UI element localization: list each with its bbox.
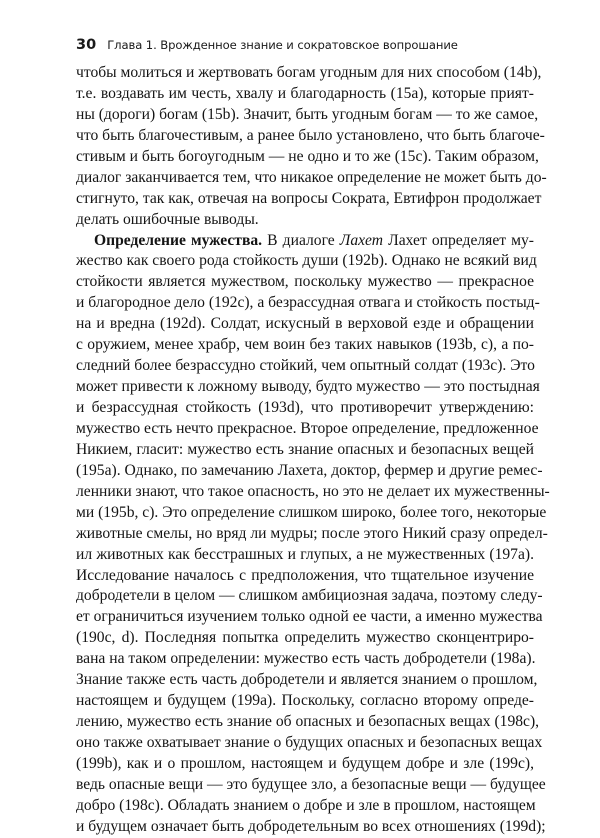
text-line: (199b), как и о прошлом, настоящем и будущем добре и зле (199с), <box>76 754 534 772</box>
text-line: ет ограничиться изучением только одной ее части, а именно мужества <box>76 608 543 626</box>
text-line: и будущем означает быть добродетельным во всех отношениях (199d); <box>76 817 546 835</box>
text-line: стойкости является мужеством, поскольку мужество — прекрасное <box>76 273 534 291</box>
text-line: добро (198с). Обладать знанием о добре и зле в прошлом, настоящем <box>76 796 536 814</box>
text-line: и безрассудная стойкость (193d), что противоречит утверждению: <box>76 399 534 416</box>
text-span: Лахет определяет му- <box>383 231 534 249</box>
running-head <box>76 37 458 55</box>
text-line: вана на таком определении: мужество есть часть добродетели (198а). <box>76 650 536 668</box>
text-line: т.е. воздавать им честь, хвалу и благодарность (15а), которые прият- <box>76 84 534 102</box>
text-line: оно также охватывает знание о будущих опасных и безопасных вещах <box>76 734 543 751</box>
chapter-title: Глава 1. Врожденное знание и сократовское вопрошание <box>107 38 458 52</box>
text-line: настоящем и будущем (199а). Поскольку, согласно второму опреде- <box>76 692 534 710</box>
text-line: стивым и быть богоугодным — не одно и то же (15с). Таким образом, <box>76 147 539 165</box>
text-line: делать ошибочные выводы. <box>76 210 259 228</box>
text-line: лению, мужество есть знание об опасных и безопасных вещах (198с), <box>76 713 540 731</box>
text-line: может привести к ложному выводу, будто мужество — это постыдная <box>76 378 540 396</box>
text-line: (190с, d). Последняя попытка определить мужество сконцентриро- <box>76 629 534 647</box>
text-line: следний более безрассудно стойкий, чем опытный солдат (193с). Это <box>76 357 535 375</box>
section-heading: Определение мужества. <box>94 231 263 249</box>
text-line: чтобы молиться и жертвовать богам угодным для них способом (14b), <box>76 64 542 81</box>
text-line: мужество есть нечто прекрасное. Второе определение, предложенное <box>76 419 539 437</box>
text-line: ведь опасные вещи — это будущее зло, а безопасные вещи — будущее <box>76 775 546 793</box>
text-line: стигнуто, так как, отвечая на вопросы Сократа, Евтифрон продолжает <box>76 189 542 207</box>
text-line: ны (дороги) богам (15b). Значит, быть угодным богам — то же самое, <box>76 105 539 123</box>
text-line: ил животных как бесстрашных и глупых, а не мужественных (197а). <box>76 545 534 563</box>
text-line: Знание также есть часть добродетели и является знанием о прошлом, <box>76 671 538 689</box>
text-line: Никием, гласит: мужество есть знание опасных и безопасных вещей <box>76 440 534 458</box>
text-line: что быть благочестивым, а ранее было установлено, что быть благоче- <box>76 126 545 144</box>
text-line: диалог заканчивается тем, что никакое определение не может быть до- <box>76 168 547 186</box>
text-line: добродетели в целом — слишком амбициозная задача, поэтому следу- <box>76 587 543 605</box>
text-line: ленники знают, что такое опасность, но это не делает их мужественны- <box>76 482 550 500</box>
text-line: с оружием, менее храбр, чем воин без таких навыков (193b, с), а по- <box>76 336 534 354</box>
page-number: 30 <box>76 37 97 53</box>
body-text <box>76 63 550 838</box>
dialogue-title: Лахет <box>339 231 384 249</box>
paragraph-courage-definition <box>76 231 550 838</box>
text-line: жество как своего рода стойкость души (192b). Однако не всякий вид <box>76 252 537 270</box>
paragraph-euthyphro-conclusion <box>76 63 547 231</box>
text-line: на и вредна (192d). Солдат, искусный в верховой езде и обращении <box>76 315 534 333</box>
text-line: Исследование началось с предположения, что тщательное изучение <box>76 566 534 584</box>
text-line: и благородное дело (192с), а безрассудная отвага и стойкость постыд- <box>76 294 540 312</box>
text-span: В диалоге <box>262 231 340 249</box>
text-line: животные смелы, но вряд ли мудры; после этого Никий сразу определ- <box>76 524 548 542</box>
text-line <box>76 231 534 252</box>
text-line: ми (195b, с). Это определение слишком широко, более того, некоторые <box>76 503 547 521</box>
text-line: (195а). Однако, по замечанию Лахета, доктор, фермер и другие ремес- <box>76 461 543 479</box>
